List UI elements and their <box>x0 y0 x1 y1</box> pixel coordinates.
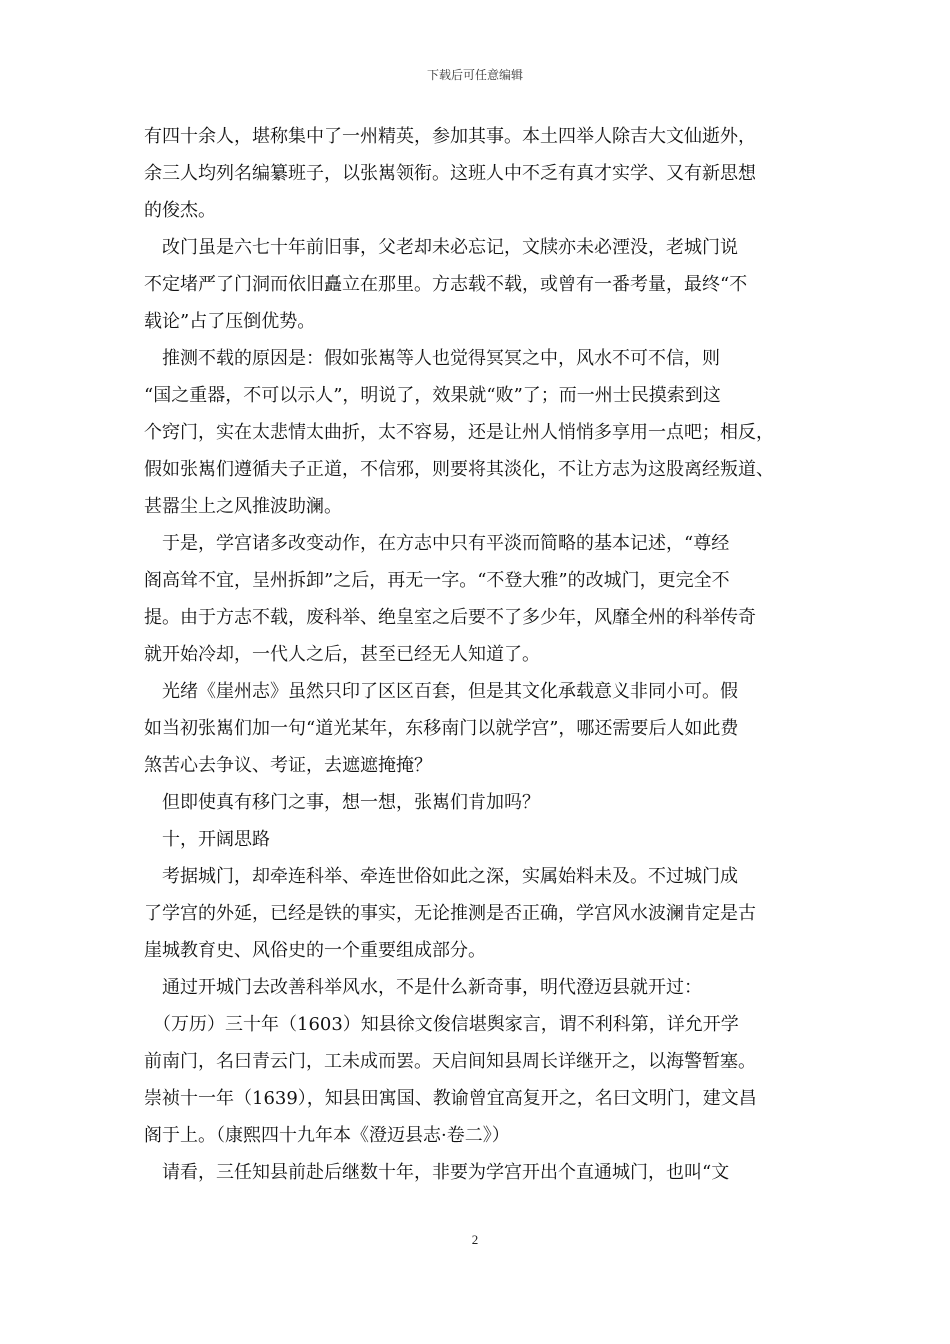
text-line: 载论”占了压倒优势。 <box>144 311 316 332</box>
text-line: 的俊杰。 <box>144 200 216 221</box>
text-line: 个窍门，实在太悲情太曲折，太不容易，还是让州人悄悄多享用一点吧；相反， <box>144 422 774 443</box>
text-line: 了学宫的外延，已经是铁的事实，无论推测是否正确，学宫风水波澜肯定是古 <box>144 903 756 924</box>
page-number: 2 <box>471 1232 479 1247</box>
text-line: 阁高耸不宜，呈州拆卸”之后，再无一字。“不登大雅”的改城门，更完全不 <box>144 570 730 591</box>
text-line: 光绪《崖州志》虽然只印了区区百套，但是其文化承载意义非同小可。假 <box>144 681 738 702</box>
text-line: 于是，学宫诸多改变动作，在方志中只有平淡而简略的基本记述，“尊经 <box>144 533 730 554</box>
section-heading: 十，开阔思路 <box>144 829 270 850</box>
text-line: 崖城教育史、风俗史的一个重要组成部分。 <box>144 940 486 961</box>
text-line: 考据城门，却牵连科举、牵连世俗如此之深，实属始料未及。不过城门成 <box>144 866 738 887</box>
page-header: 下载后可任意编辑 <box>426 68 523 82</box>
text-line: 有四十余人，堪称集中了一州精英，参加其事。本土四举人除吉大文仙逝外， <box>144 126 756 147</box>
text-line: 提。由于方志不载，废科举、绝皇室之后要不了多少年，风靡全州的科举传奇 <box>144 607 756 628</box>
quote-line: 前南门，名曰青云门，工未成而罢。天启间知县周长详继开之，以海警暂塞。 <box>144 1051 756 1072</box>
text-line: 请看，三任知县前赴后继数十年，非要为学宫开出个直通城门，也叫“文 <box>144 1162 730 1183</box>
text-line: 假如张嶲们遵循夫子正道，不信邪，则要将其淡化，不让方志为这股离经叛道、 <box>144 459 774 480</box>
body-text <box>144 118 824 1191</box>
text-line: 就开始冷却，一代人之后，甚至已经无人知道了。 <box>144 644 540 665</box>
text-line: “国之重器，不可以示人”，明说了，效果就“败”了；而一州士民摸索到这 <box>144 385 721 406</box>
text-line: 余三人均列名编纂班子，以张嶲领衔。这班人中不乏有真才实学、又有新思想 <box>144 163 756 184</box>
text-line: 如当初张嶲们加一句“道光某年，东移南门以就学宫”，哪还需要后人如此费 <box>144 718 739 739</box>
text-line: 甚嚣尘上之风推波助澜。 <box>144 496 342 517</box>
text-line: 通过开城门去改善科举风水，不是什么新奇事，明代澄迈县就开过： <box>144 977 702 998</box>
quote-line: 崇祯十一年（1639），知县田寓国、教谕曾宜高复开之，名曰文明门，建文昌 <box>144 1088 757 1109</box>
text-line: 改门虽是六七十年前旧事，父老却未必忘记，文牍亦未必湮没，老城门说 <box>144 237 738 258</box>
text-line: 推测不载的原因是：假如张嶲等人也觉得冥冥之中，风水不可不信，则 <box>144 348 720 369</box>
quote-line: （万历）三十年（1603）知县徐文俊信堪舆家言，谓不利科第，详允开学 <box>144 1014 739 1035</box>
text-line: 不定堵严了门洞而依旧矗立在那里。方志载不载，或曾有一番考量，最终“不 <box>144 274 748 295</box>
text-line: 煞苦心去争议、考证，去遮遮掩掩？ <box>144 755 432 776</box>
quote-line: 阁于上。（康熙四十九年本《澄迈县志·卷二》） <box>144 1125 510 1146</box>
text-line: 但即使真有移门之事，想一想，张嶲们肯加吗？ <box>144 792 540 813</box>
